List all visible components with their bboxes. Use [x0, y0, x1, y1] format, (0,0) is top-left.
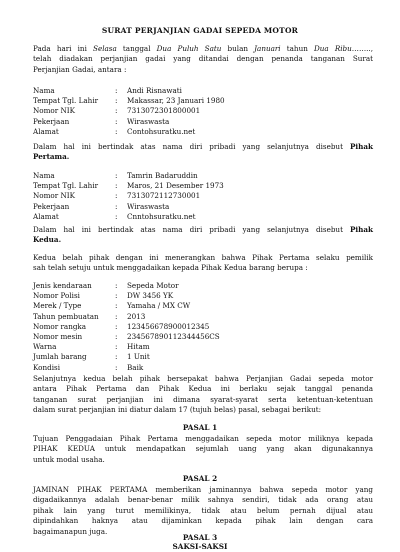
field-value: 234567890112344456CS: [127, 332, 220, 342]
party2-row: [33, 212, 373, 222]
field-value: Wiraswasta: [127, 201, 170, 211]
intro-day: Selasa: [93, 44, 117, 53]
terms-line-1: Selanjutnya kedua belah pihak bersepakat bahwa Perjanjian Gadai sepeda motor: [33, 374, 373, 383]
field-label: Pekerjaan: [33, 116, 70, 126]
field-separator: :: [115, 342, 118, 352]
pasal-1-line-1: Tujuan Penggadaian Pihak Pertama menggadaikan sepeda motor miliknya kepada: [33, 434, 373, 443]
party1-row: [33, 127, 373, 137]
pasal-2-line-4: dipindahkan haknya atau dijaminkan kepada pihak lain dengan cara: [33, 516, 373, 526]
pasal-2-line-5: bagaimanapun juga.: [33, 526, 108, 536]
field-label: Nomor mesin: [33, 332, 83, 342]
party2-row: [33, 181, 373, 191]
field-label: Jenis kendaraan: [33, 281, 92, 290]
field-separator: :: [115, 86, 118, 95]
field-value: 1 Unit: [127, 352, 150, 362]
field-value: Hitam: [127, 342, 150, 352]
field-separator: :: [115, 352, 118, 362]
vehicle-row: [33, 322, 373, 332]
party2-designation-line-2: [33, 235, 373, 245]
field-separator: :: [115, 201, 118, 211]
party1-designation-line-2: [33, 152, 373, 162]
field-separator: :: [115, 191, 118, 201]
field-value: Makassar, 23 Januari 1980: [127, 96, 225, 106]
field-value: Baik: [127, 362, 144, 372]
field-separator: :: [115, 126, 118, 136]
pasal-1-line-2: PIHAK KEDUA untuk mendapatkan sejumlah uang yang akan digunakannya: [33, 444, 373, 454]
party1-designation-line-1: [33, 142, 373, 152]
field-label: Kondisi: [33, 362, 61, 372]
intro-text: ……..,: [351, 44, 373, 53]
vehicle-row: [33, 291, 373, 301]
field-value: 7313072112730001: [127, 191, 201, 201]
terms-line-3: tanganan surat perjanjian ini dimana syarat-syarat serta ketentuan-ketentuan: [33, 394, 373, 404]
field-separator: :: [115, 332, 118, 342]
field-separator: :: [115, 181, 118, 191]
vehicle-row: [33, 281, 373, 291]
vehicle-row: [33, 301, 373, 311]
field-value: Maros, 21 Desember 1973: [127, 181, 224, 191]
intro-text: tahun: [280, 44, 314, 53]
field-label: Pekerjaan: [33, 201, 70, 211]
field-separator: :: [115, 106, 118, 116]
field-label: Nomor Polisi: [33, 291, 80, 301]
intro-text: Pada hari ini: [33, 44, 94, 53]
party2-designation-line-1: [33, 225, 373, 235]
field-value: Contohsuratku.net: [127, 126, 196, 136]
party-name: Kedua.: [33, 235, 62, 245]
party1-row: [33, 117, 373, 127]
field-label: Merek / Type: [33, 301, 82, 311]
field-separator: :: [115, 291, 118, 301]
field-value: Sepeda Motor: [127, 281, 179, 290]
field-separator: :: [115, 301, 118, 311]
field-value: 7313072301800001: [127, 106, 201, 116]
field-separator: :: [115, 211, 118, 221]
field-value: 2013: [127, 311, 146, 321]
field-value: Wiraswasta: [127, 116, 170, 126]
field-value: 123456678900012345: [127, 321, 210, 331]
field-separator: :: [115, 116, 118, 126]
field-separator: :: [115, 311, 118, 321]
party2-designation: [33, 225, 373, 246]
field-separator: :: [115, 321, 118, 331]
pasal-1-heading: PASAL 1: [182, 423, 218, 432]
pasal-3-subheading: SAKSI-SAKSI: [172, 542, 228, 551]
vehicle-row: [33, 352, 373, 362]
party1-row: [33, 96, 373, 106]
terms-line-4: dalam surat perjanjian ini diatur dalam 17 (tujuh belas) pasal, sebagai berikut:: [33, 405, 322, 415]
field-label: Alamat: [33, 126, 59, 136]
intro-line-1: [33, 44, 373, 54]
designation-text: Dalam hal ini bertindak atas nama diri pribadi yang selanjutnya disebut: [33, 142, 350, 151]
field-label: Nama: [33, 171, 55, 180]
pasal-3-heading: PASAL 3: [182, 533, 218, 542]
party2-details: [33, 171, 373, 222]
field-label: Tempat Tgl. Lahir: [33, 96, 99, 106]
field-value: Andi Risnawati: [127, 86, 182, 95]
pasal-2-line-2: digadaikannya adalah benar-benar milik sahnya sendiri, tidak ada orang atau: [33, 495, 373, 505]
field-label: Jumlah barang: [33, 352, 87, 362]
field-value: Tamrin Badaruddin: [127, 171, 198, 180]
field-label: Nomor rangka: [33, 321, 87, 331]
field-label: Nama: [33, 86, 55, 95]
pasal-1-line-3: untuk modal usaha.: [33, 454, 105, 464]
party1-designation: [33, 142, 373, 163]
intro-month: Januari: [254, 44, 281, 53]
designation-text: Dalam hal ini bertindak atas nama diri pribadi yang selanjutnya disebut: [33, 225, 350, 234]
pasal-2-body: [33, 485, 373, 537]
intro-date: Dua Puluh Satu: [156, 44, 222, 53]
intro-text: tanggal: [116, 44, 157, 53]
field-label: Warna: [33, 342, 57, 352]
party2-row: [33, 202, 373, 212]
field-value: Yamaha / MX CW: [127, 301, 191, 311]
intro-year: Dua Ribu: [313, 44, 352, 53]
field-label: Tahun pembuatan: [33, 311, 99, 321]
agreement-line-1: Kedua belah pihak dengan ini menerangkan bahwa Pihak Pertama selaku pemilik: [33, 253, 373, 262]
party-name: Pihak: [350, 225, 373, 234]
field-separator: :: [115, 362, 118, 372]
party1-row: [33, 86, 373, 96]
party-name: Pertama.: [33, 152, 70, 162]
agreement-line-2: sah telah setuju untuk menggadaikan kepada Pihak Kedua barang berupa :: [33, 263, 308, 273]
intro-line-2: telah diadakan perjanjian gadai yang ditandai dengan penanda tanganan Surat: [33, 54, 373, 64]
field-label: Alamat: [33, 211, 59, 221]
intro-paragraph: [33, 44, 373, 75]
field-label: Nomor NIK: [33, 106, 75, 116]
vehicle-details: [33, 281, 373, 373]
field-separator: :: [115, 171, 118, 180]
party1-row: [33, 106, 373, 116]
party-name: Pihak: [350, 142, 373, 151]
party2-row: [33, 191, 373, 201]
field-value: Cnntohsuratku.net: [127, 211, 196, 221]
vehicle-row: [33, 342, 373, 352]
pasal-2-line-3: pihak lain yang turut memilikinya, tidak atau belum pernah dijual atau: [33, 505, 373, 515]
pasal-2-line-1: JAMINAN PIHAK PERTAMA memberikan jaminannya bahwa sepeda motor yang: [33, 485, 373, 494]
party2-row: [33, 171, 373, 181]
vehicle-row: [33, 312, 373, 322]
field-label: Tempat Tgl. Lahir: [33, 181, 99, 191]
terms-paragraph: [33, 374, 373, 416]
terms-line-2: antara Pihak Pertama dan Pihak Kedua ini berlaku sejak tanggal penanda: [33, 384, 373, 394]
document-title: SURAT PERJANJIAN GADAI SEPEDA MOTOR: [101, 26, 299, 35]
pasal-1-body: [33, 434, 373, 465]
field-separator: :: [115, 96, 118, 106]
vehicle-row: [33, 363, 373, 373]
intro-line-3: Perjanjian Gadai, antara :: [33, 64, 127, 74]
agreement-paragraph: [33, 253, 373, 274]
party1-details: [33, 86, 373, 137]
pasal-2-heading: PASAL 2: [182, 474, 218, 483]
vehicle-row: [33, 332, 373, 342]
field-value: DW 3456 YK: [127, 291, 174, 301]
intro-text: bulan: [221, 44, 255, 53]
field-separator: :: [115, 281, 118, 290]
field-label: Nomor NIK: [33, 191, 75, 201]
